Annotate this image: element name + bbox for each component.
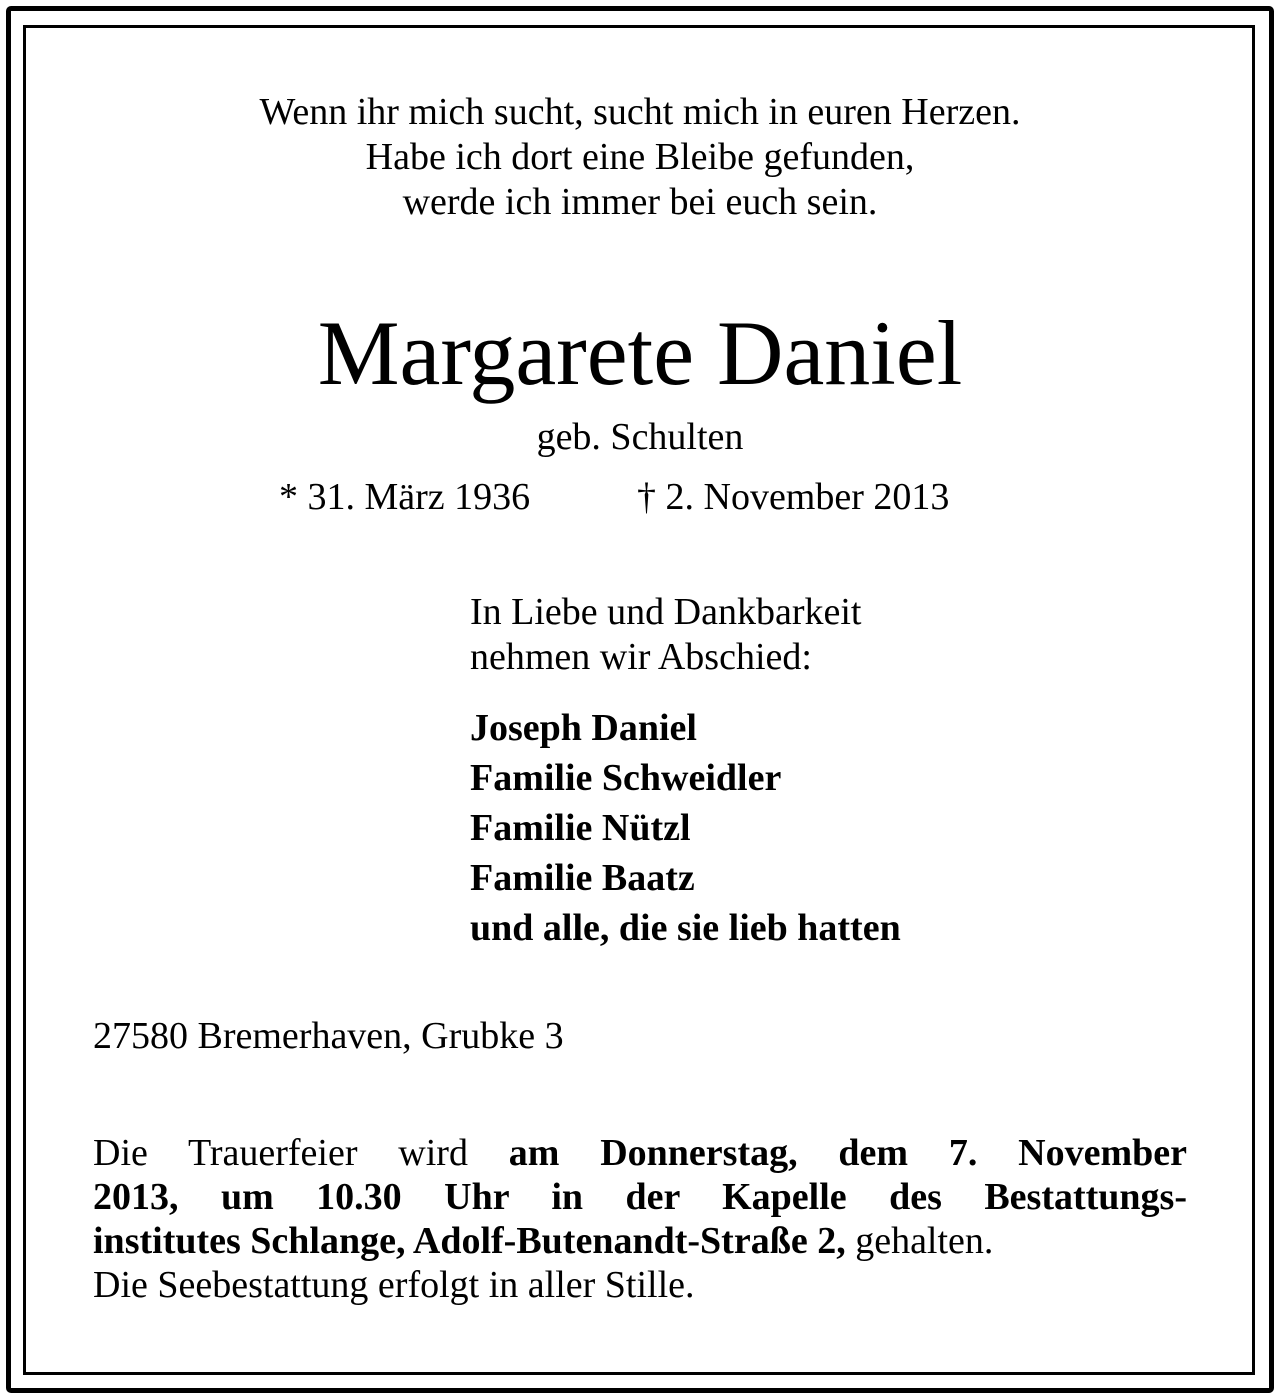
ceremony-line bbox=[93, 1131, 1187, 1175]
birth-date: * 31. März 1936 bbox=[279, 476, 531, 518]
ceremony-text: gehalten. bbox=[845, 1220, 994, 1262]
death-date: † 2. November 2013 bbox=[637, 476, 950, 518]
mourner-name: Familie Schweidler bbox=[470, 757, 782, 799]
address: 27580 Bremerhaven, Grubke 3 bbox=[93, 1015, 564, 1057]
mourner-name: Familie Baatz bbox=[470, 857, 695, 899]
mourner-name: und alle, die sie lieb hatten bbox=[470, 907, 901, 949]
poem bbox=[0, 90, 1280, 225]
ceremony-line: Die Seebestattung erfolgt in aller Stille. bbox=[93, 1264, 695, 1306]
mourners-list bbox=[470, 703, 901, 953]
ceremony-location: institutes Schlange, Adolf-Butenandt-Straße 2, bbox=[93, 1220, 846, 1262]
poem-line: Wenn ihr mich sucht, sucht mich in euren Herzen. bbox=[259, 91, 1021, 133]
ceremony-line: 2013, um 10.30 Uhr in der Kapelle des Bestattungs- bbox=[93, 1176, 1187, 1218]
ceremony-date: am Donnerstag, dem 7. November bbox=[508, 1132, 1187, 1174]
mourner-name: Familie Nützl bbox=[470, 807, 691, 849]
maiden-name: geb. Schulten bbox=[536, 416, 744, 458]
deceased-name: Margarete Daniel bbox=[317, 302, 963, 404]
ceremony-notice bbox=[93, 1131, 1187, 1307]
poem-line: Habe ich dort eine Bleibe gefunden, bbox=[365, 136, 915, 178]
farewell-line: In Liebe und Dankbarkeit bbox=[470, 591, 862, 633]
farewell-text bbox=[470, 590, 861, 680]
farewell-line: nehmen wir Abschied: bbox=[470, 636, 812, 678]
ceremony-line bbox=[93, 1219, 1187, 1263]
poem-line: werde ich immer bei euch sein. bbox=[402, 181, 878, 223]
ceremony-text: Die Trauerfeier wird bbox=[93, 1132, 509, 1174]
mourner-name: Joseph Daniel bbox=[470, 707, 697, 749]
